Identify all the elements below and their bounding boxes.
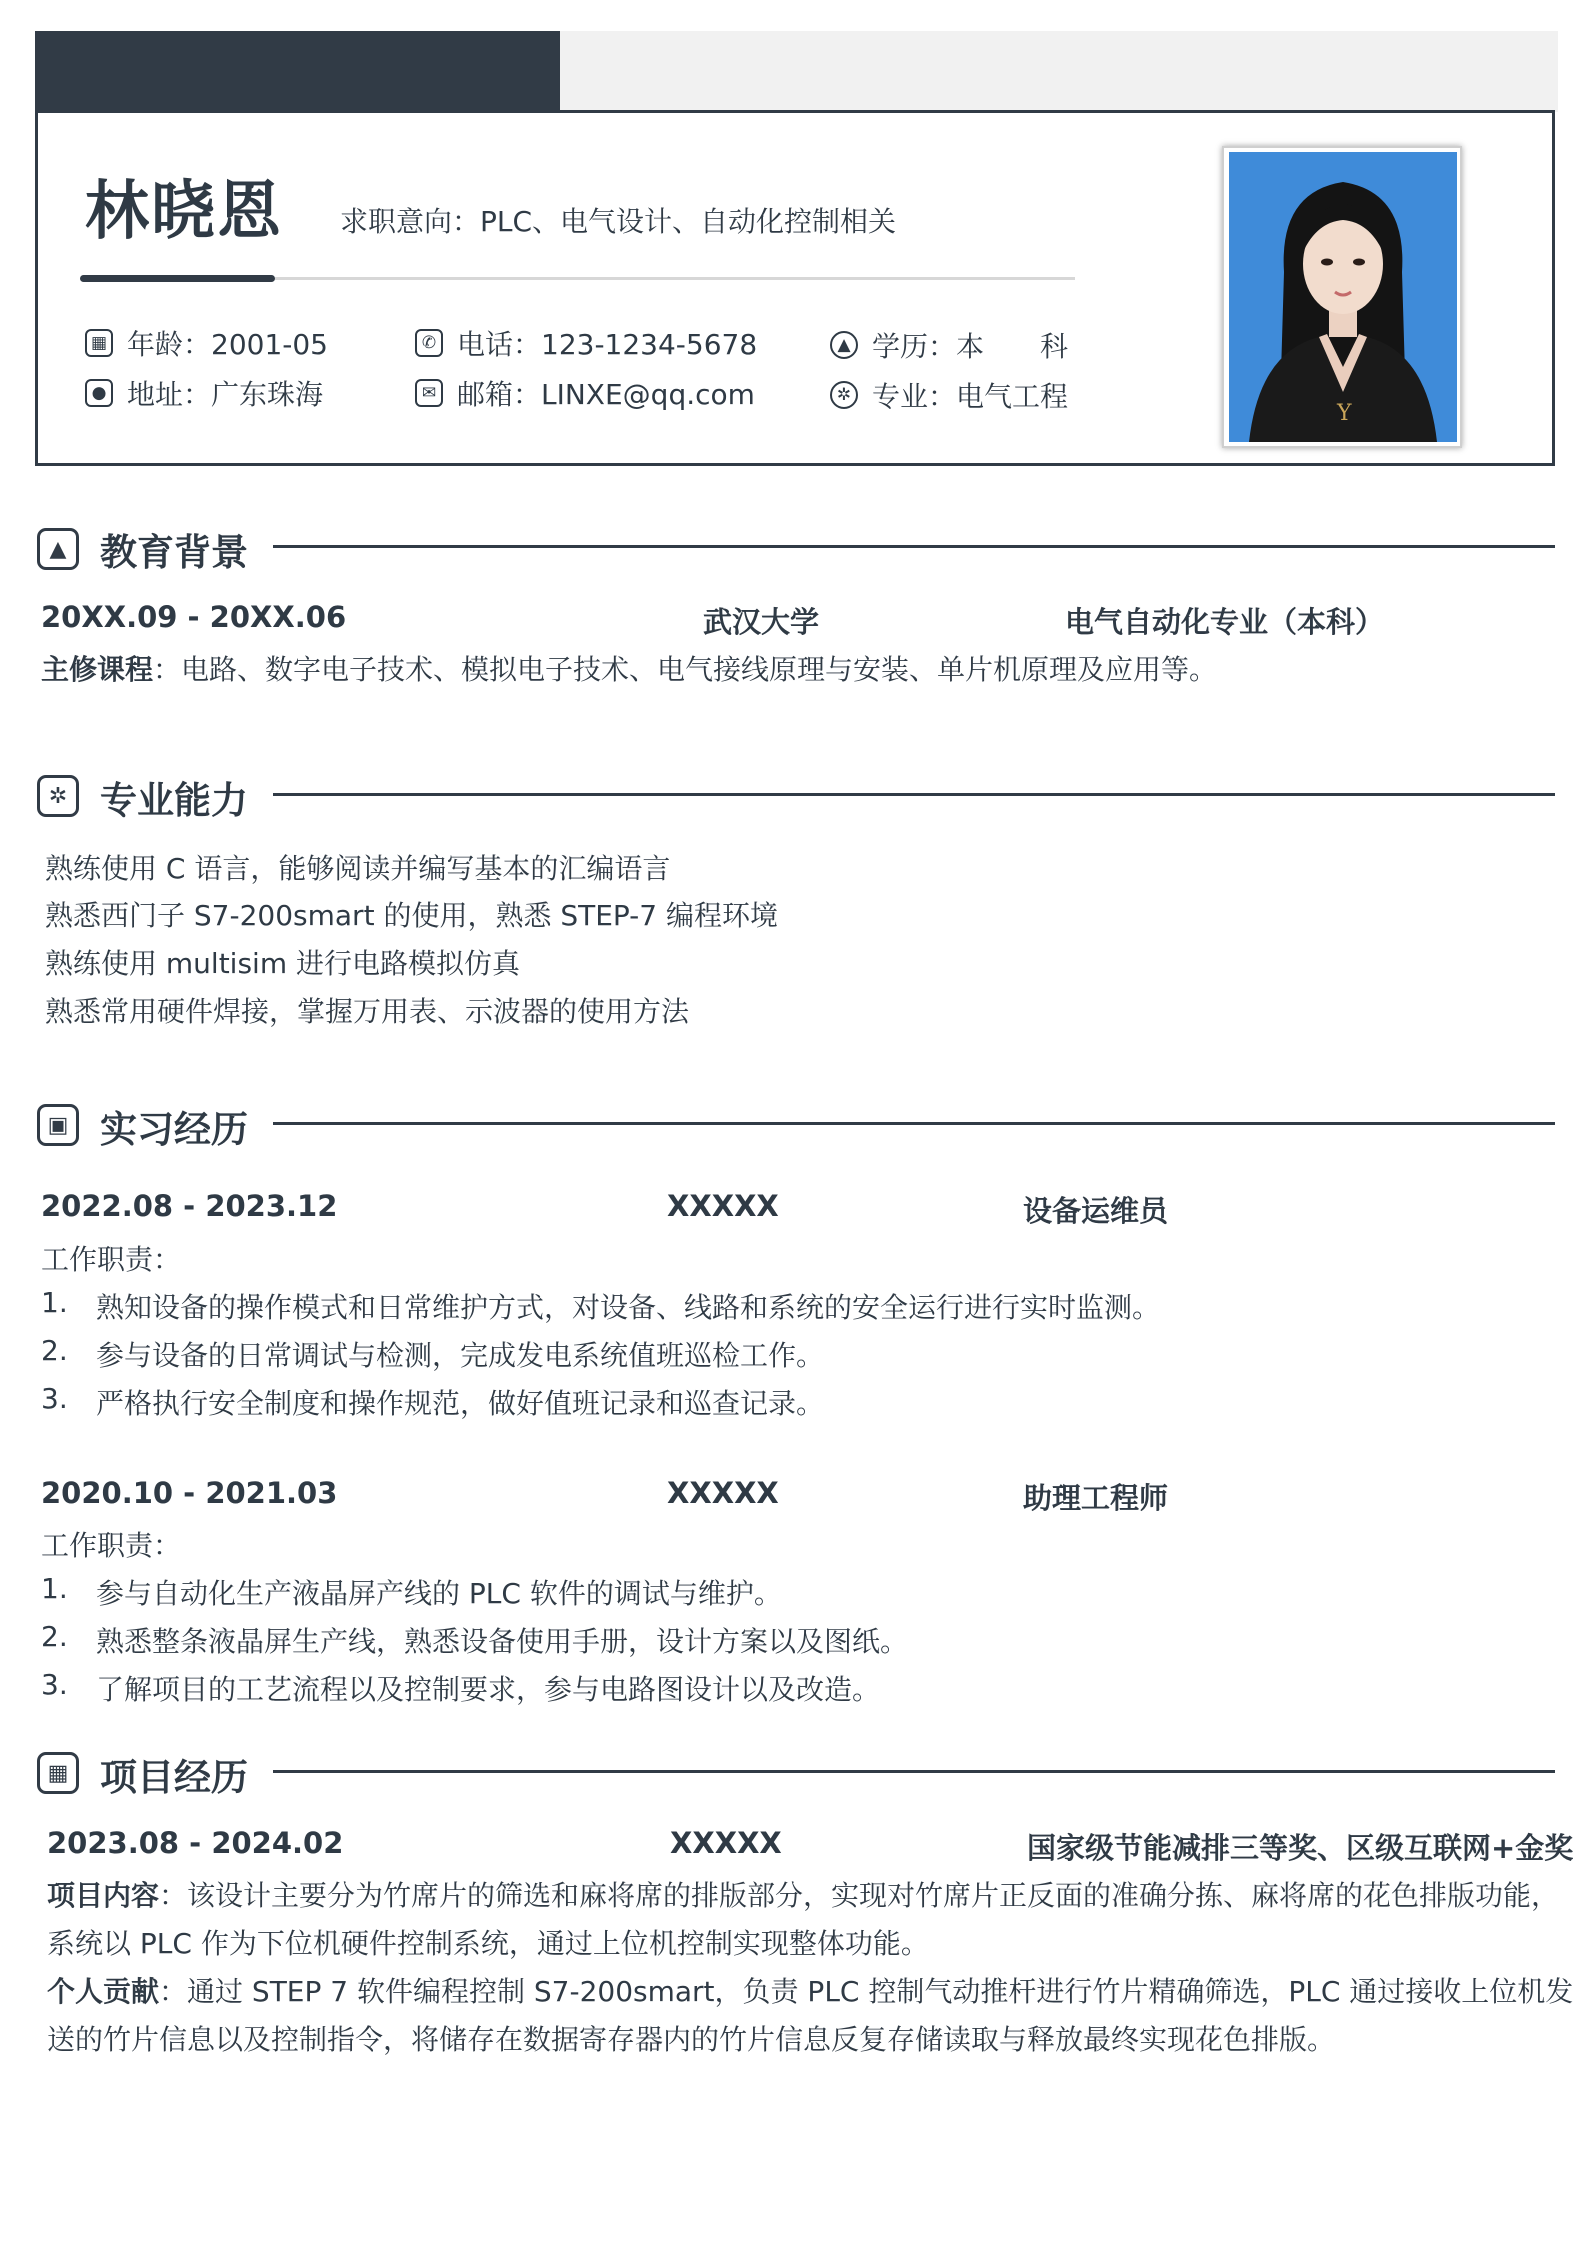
section-title-education: 教育背景 bbox=[100, 531, 248, 574]
header-light-band bbox=[560, 31, 1558, 112]
job-company: XXXXX bbox=[667, 1189, 779, 1223]
grid-layout-icon: ▦ bbox=[37, 1752, 79, 1794]
list-number: 3. bbox=[41, 1668, 68, 1701]
courses-text: ：电路、数字电子技术、模拟电子技术、电气接线原理与安装、单片机原理及应用等。 bbox=[153, 653, 1218, 686]
education-courses bbox=[41, 648, 1217, 688]
list-number: 1. bbox=[41, 1286, 68, 1319]
education-school: 武汉大学 bbox=[703, 605, 820, 639]
briefcase-icon: ▣ bbox=[37, 1104, 79, 1146]
project-contrib-label: 个人贡献 bbox=[47, 1975, 160, 2008]
portrait-illustration bbox=[1229, 152, 1457, 442]
job-duties-label: 工作职责： bbox=[41, 1529, 182, 1562]
project-contribution bbox=[47, 1970, 1573, 2010]
project-content-line2: 系统以 PLC 作为下位机硬件控制系统，通过上位机控制实现整体功能。 bbox=[47, 1927, 929, 1960]
name-underline bbox=[275, 277, 1075, 280]
education-period: 20XX.09 - 20XX.06 bbox=[41, 600, 347, 634]
header-dark-band bbox=[35, 31, 560, 112]
section-divider-skills bbox=[273, 793, 1555, 796]
calendar-icon: ▦ bbox=[85, 329, 113, 357]
job-objective: 求职意向：PLC、电气设计、自动化控制相关 bbox=[340, 205, 897, 238]
job-duty: 了解项目的工艺流程以及控制要求，参与电路图设计以及改造。 bbox=[96, 1673, 881, 1706]
skill-item: 熟练使用 multisim 进行电路模拟仿真 bbox=[45, 947, 521, 980]
info-education-text: 学历：本 科 bbox=[872, 330, 1069, 363]
skill-item: 熟悉西门子 S7-200smart 的使用，熟悉 STEP-7 编程环境 bbox=[45, 899, 779, 932]
project-content-label: 项目内容 bbox=[47, 1879, 160, 1912]
location-pin-icon: ● bbox=[85, 379, 113, 407]
info-education bbox=[830, 325, 1068, 365]
courses-label: 主修课程 bbox=[41, 653, 154, 686]
section-title-skills: 专业能力 bbox=[100, 779, 248, 822]
list-number: 3. bbox=[41, 1382, 68, 1415]
info-age-text: 年龄：2001-05 bbox=[127, 328, 328, 361]
info-phone bbox=[415, 323, 757, 363]
section-divider-projects bbox=[273, 1770, 1555, 1773]
job-role: 设备运维员 bbox=[1023, 1194, 1169, 1228]
job-role: 助理工程师 bbox=[1023, 1481, 1169, 1515]
job-duty: 严格执行安全制度和操作规范，做好值班记录和巡查记录。 bbox=[96, 1387, 825, 1420]
info-age bbox=[85, 323, 328, 363]
job-duty: 参与设备的日常调试与检测，完成发电系统值班巡检工作。 bbox=[96, 1339, 825, 1372]
profile-photo bbox=[1229, 152, 1457, 442]
section-divider-internship bbox=[273, 1122, 1555, 1125]
job-period: 2022.08 - 2023.12 bbox=[41, 1189, 338, 1223]
svg-text:Y: Y bbox=[1337, 401, 1352, 426]
candidate-name: 林晓恩 bbox=[85, 175, 283, 249]
job-duties-label: 工作职责： bbox=[41, 1243, 182, 1276]
phone-icon: ✆ bbox=[415, 329, 443, 357]
info-phone-text: 电话：123-1234-5678 bbox=[457, 328, 758, 361]
project-content bbox=[47, 1874, 1559, 1914]
job-period: 2020.10 - 2021.03 bbox=[41, 1476, 338, 1510]
project-period: 2023.08 - 2024.02 bbox=[47, 1826, 344, 1860]
info-address-text: 地址：广东珠海 bbox=[127, 378, 324, 411]
info-major bbox=[830, 375, 1068, 415]
job-duty: 参与自动化生产液晶屏产线的 PLC 软件的调试与维护。 bbox=[96, 1577, 782, 1610]
list-number: 2. bbox=[41, 1620, 68, 1653]
name-underline-accent bbox=[80, 275, 275, 282]
job-company: XXXXX bbox=[667, 1476, 779, 1510]
gear-icon: ✲ bbox=[37, 775, 79, 817]
envelope-icon: ✉ bbox=[415, 379, 443, 407]
section-title-internship: 实习经历 bbox=[100, 1108, 248, 1151]
gear-icon: ✲ bbox=[830, 381, 858, 409]
skill-item: 熟悉常用硬件焊接，掌握万用表、示波器的使用方法 bbox=[45, 995, 690, 1028]
section-divider-education bbox=[273, 545, 1555, 548]
section-title-projects: 项目经历 bbox=[100, 1756, 248, 1799]
list-number: 1. bbox=[41, 1572, 68, 1605]
graduation-cap-icon: ▲ bbox=[830, 331, 858, 359]
info-major-text: 专业：电气工程 bbox=[872, 380, 1069, 413]
skill-item: 熟练使用 C 语言，能够阅读并编写基本的汇编语言 bbox=[45, 852, 671, 885]
info-email bbox=[415, 373, 755, 413]
project-company: XXXXX bbox=[670, 1826, 782, 1860]
project-content-line1: ：该设计主要分为竹席片的筛选和麻将席的排版部分，实现对竹席片正反面的准确分拣、麻将席的花色排版功能， bbox=[159, 1879, 1560, 1912]
info-email-text: 邮箱：LINXE@qq.com bbox=[457, 378, 755, 411]
project-award: 国家级节能减排三等奖、区级互联网+金奖 bbox=[1027, 1831, 1574, 1865]
graduation-cap-icon: ▲ bbox=[37, 528, 79, 570]
project-contrib-line2: 送的竹片信息以及控制指令，将储存在数据寄存器内的竹片信息反复存储读取与释放最终实现花色排版。 bbox=[47, 2023, 1336, 2056]
project-contrib-line1: ：通过 STEP 7 软件编程控制 S7-200smart，负责 PLC 控制气动推杆进行竹片精确筛选，PLC 通过接收上位机发 bbox=[159, 1975, 1574, 2008]
job-duty: 熟悉整条液晶屏生产线，熟悉设备使用手册，设计方案以及图纸。 bbox=[96, 1625, 909, 1658]
job-duty: 熟知设备的操作模式和日常维护方式，对设备、线路和系统的安全运行进行实时监测。 bbox=[96, 1291, 1161, 1324]
education-degree: 电气自动化专业（本科） bbox=[1065, 605, 1385, 639]
info-address bbox=[85, 373, 323, 413]
list-number: 2. bbox=[41, 1334, 68, 1367]
